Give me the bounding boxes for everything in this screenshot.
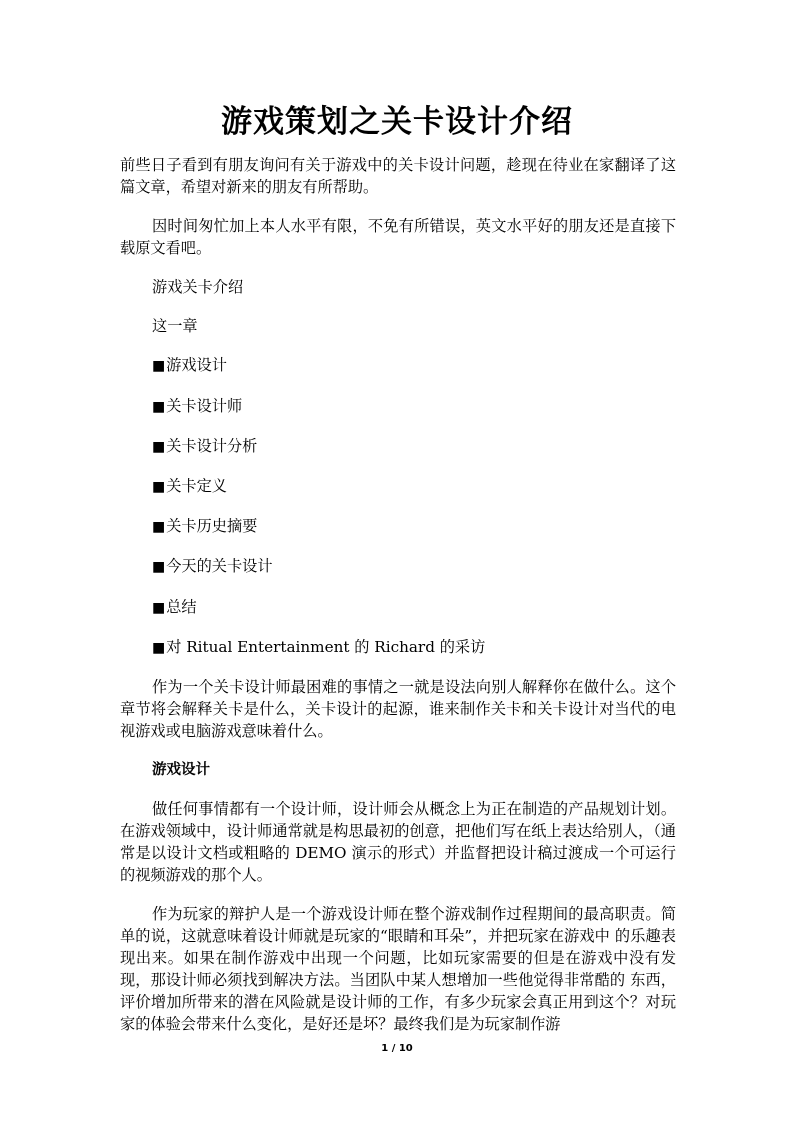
overview-paragraph: 作为一个关卡设计师最困难的事情之一就是设法向别人解释你在做什么。这个章节将会解释关卡是什么，关卡设计的起源，谁来制作关卡和关卡设计对当代的电视游戏或电脑游戏意味着什么。 <box>120 677 676 740</box>
intro-paragraph-1: 前些日子看到有朋友询问有关于游戏中的关卡设计问题，趁现在待业在家翻译了这篇文章，希望对新来的朋友有所帮助。 <box>120 156 676 196</box>
bullet-icon: ■ <box>152 559 166 576</box>
chapter-item-interview <box>152 636 676 659</box>
chapter-label: 这一章 <box>152 317 198 336</box>
chapter-item-label: 对 Ritual Entertainment 的 Richard 的采访 <box>166 637 486 656</box>
chapter-item-summary <box>152 596 676 619</box>
bullet-icon: ■ <box>152 599 166 616</box>
chapter-item-label: 今天的关卡设计 <box>166 557 273 576</box>
designer-paragraph: 做任何事情都有一个设计师，设计师会从概念上为正在制造的产品规划计划。在游戏领域中，设计师通常就是构思最初的创意，把他们写在纸上表达给别人，（通常是以设计文档或粗略的 DEMO 演示的形式）并监督把设计稿过渡成一个可运行的视频游戏的那个人。 <box>120 799 676 884</box>
chapter-item-label: 关卡定义 <box>166 476 227 495</box>
page-number: 1 / 10 <box>381 1043 413 1054</box>
document-body <box>120 154 676 1052</box>
chapter-item-label: 关卡历史摘要 <box>166 517 258 536</box>
document-title: 游戏策划之关卡设计介绍 <box>221 104 573 140</box>
section-heading-game-design: 游戏设计 <box>152 761 210 778</box>
player-advocate-paragraph: 作为玩家的辩护人是一个游戏设计师在整个游戏制作过程期间的最高职责。简单的说，这就意味着设计师就是玩家的“眼睛和耳朵”，并把玩家在游戏中 的乐趣表现出来。如果在制作游戏中出现一个问题，比如玩家需要的但是在游戏中没有发现，那设计师必须找到解决方法。当团队中某人想增加一些他觉得非常酷的 东西，评价增加所带来的潜在风险就是设计师的工作，有多少玩家会真正用到这个？对玩家的体验会带来什么变化，是好还是坏？最终我们是为玩家制作游 <box>120 904 676 1033</box>
section-label: 游戏关卡介绍 <box>152 278 244 296</box>
bullet-icon: ■ <box>152 639 166 656</box>
chapter-item-label: 关卡设计分析 <box>166 436 258 455</box>
intro-paragraph-2: 因时间匆忙加上本人水平有限，不免有所错误，英文水平好的朋友还是直接下载原文看吧。 <box>120 217 676 257</box>
bullet-icon: ■ <box>152 478 166 495</box>
chapter-item-level-history <box>152 515 676 538</box>
chapter-item-game-design <box>152 354 676 377</box>
bullet-icon: ■ <box>152 438 166 455</box>
chapter-item-level-design-analysis <box>152 435 676 458</box>
chapter-item-label: 游戏设计 <box>166 356 227 375</box>
bullet-icon: ■ <box>152 358 166 375</box>
chapter-item-level-designer <box>152 395 676 418</box>
chapter-item-label: 总结 <box>166 597 197 616</box>
chapter-item-level-definition <box>152 475 676 498</box>
chapter-item-level-design-today <box>152 555 676 578</box>
bullet-icon: ■ <box>152 398 166 415</box>
bullet-icon: ■ <box>152 519 166 536</box>
chapter-item-label: 关卡设计师 <box>166 396 243 415</box>
